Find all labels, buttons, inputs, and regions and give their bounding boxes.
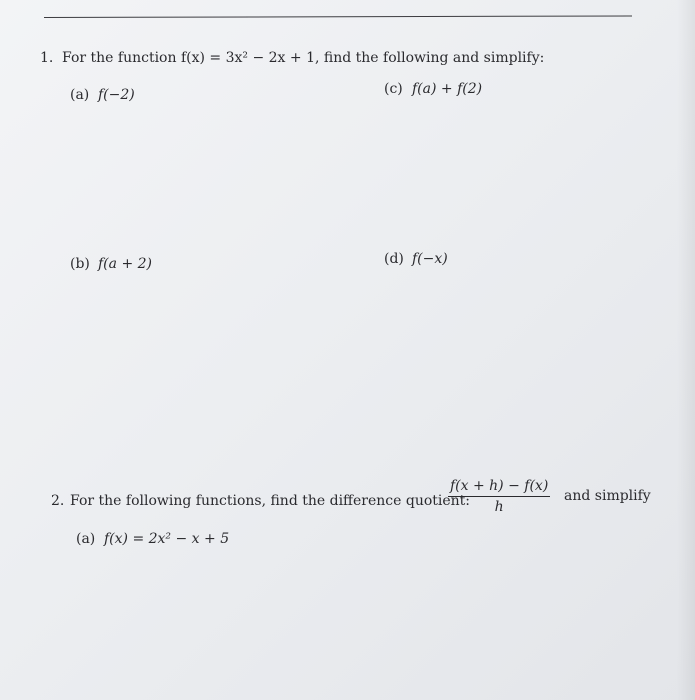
problem-1a-label: (a) xyxy=(70,87,90,103)
problem-1d-expression: f(−x) xyxy=(412,251,448,267)
problem-2-suffix: and simplify xyxy=(564,488,651,504)
problem-1-prompt: For the function f(x) = 3x² − 2x + 1, find the following and simplify: xyxy=(62,50,545,66)
page-edge-shadow xyxy=(677,0,695,700)
problem-2a-expression: f(x) = 2x² − x + 5 xyxy=(104,531,230,547)
problem-2-number: 2. xyxy=(51,493,65,509)
problem-1c-label: (c) xyxy=(384,81,403,97)
difference-quotient-denominator: h xyxy=(494,499,504,515)
problem-1b-expression: f(a + 2) xyxy=(98,256,152,272)
problem-1c-expression: f(a) + f(2) xyxy=(412,81,483,97)
difference-quotient-numerator: f(x + h) − f(x) xyxy=(448,478,550,497)
difference-quotient-fraction xyxy=(448,478,550,515)
problem-2a-label: (a) xyxy=(76,531,96,547)
problem-1d-label: (d) xyxy=(384,251,404,267)
top-rule xyxy=(44,15,632,18)
problem-1a-expression: f(−2) xyxy=(98,87,135,103)
problem-1b-label: (b) xyxy=(70,256,90,272)
problem-2-prompt: For the following functions, find the difference quotient: xyxy=(70,493,471,509)
problem-1-number: 1. xyxy=(40,50,54,66)
